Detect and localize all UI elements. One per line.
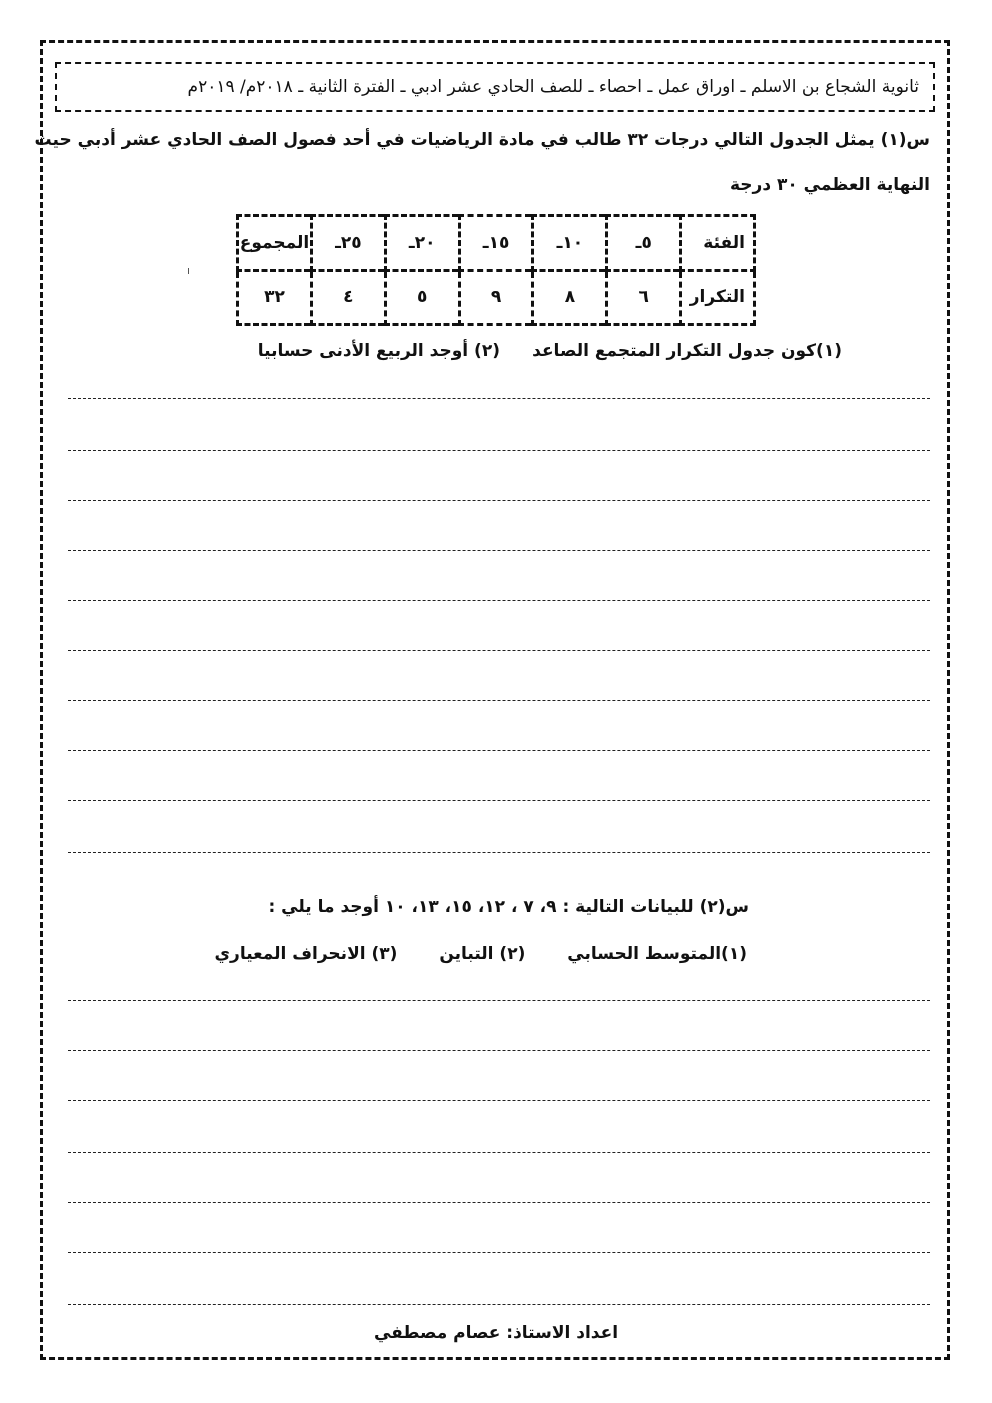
- answer-line: [68, 398, 930, 399]
- answer-line: [68, 1000, 930, 1001]
- question1-text-line1: س(١) يمثل الجدول التالي درجات ٣٢ طالب في مادة الرياضيات في أحد فصول الصف الحادي عشر أدبي حيث: [34, 130, 930, 150]
- table-cell: ٥: [385, 270, 459, 325]
- answer-line: [68, 1252, 930, 1253]
- table-row-frequency: [238, 270, 755, 325]
- table-cell: ٨: [533, 270, 607, 325]
- question1-text-line2: النهاية العظمي ٣٠ درجة: [729, 175, 930, 195]
- question2-title: س(٢) للبيانات التالية : ٩، ٧ ، ١٢، ١٥، ١٣، ١٠ أوجد ما يلي :: [268, 897, 749, 917]
- answer-line: [68, 1050, 930, 1051]
- header-title: ثانوية الشجاع بن الاسلم ـ اوراق عمل ـ احصاء ـ للصف الحادي عشر ادبي ـ الفترة الثانية ـ ٢٠١٨م/ ٢٠١٩م: [187, 77, 919, 97]
- answer-line: [68, 1202, 930, 1203]
- answer-line: [68, 800, 930, 801]
- footer-author: اعداد الاستاذ: عصام مصطفي: [373, 1323, 619, 1343]
- question1-task2: (٢) أوجد الربيع الأدنى حسابيا: [257, 341, 500, 361]
- table-cell: المجموع: [238, 216, 312, 271]
- answer-line: [68, 550, 930, 551]
- table-cell: ٢٥ـ: [311, 216, 385, 271]
- frequency-table: [236, 214, 756, 326]
- question2-item: (٣) الانحراف المعياري: [214, 944, 398, 964]
- answer-line: [68, 750, 930, 751]
- table-cell: ٢٠ـ: [385, 216, 459, 271]
- table-cell: ١٠ـ: [533, 216, 607, 271]
- answer-line: [68, 600, 930, 601]
- question2-items: [214, 944, 747, 964]
- table-row-classes: [238, 216, 755, 271]
- answer-line: [68, 500, 930, 501]
- answer-line: [68, 450, 930, 451]
- header-box: [55, 62, 935, 112]
- stray-mark: [188, 268, 189, 274]
- answer-line: [68, 700, 930, 701]
- table-cell: ١٥ـ: [459, 216, 533, 271]
- table-cell: ٩: [459, 270, 533, 325]
- answer-line: [68, 1100, 930, 1101]
- table-cell: التكرار: [681, 270, 755, 325]
- answer-line: [68, 1152, 930, 1153]
- answer-line: [68, 1304, 930, 1305]
- question1-task1: (١)كون جدول التكرار المتجمع الصاعد: [532, 341, 842, 361]
- table-cell: ٣٢: [238, 270, 312, 325]
- table-cell: ٤: [311, 270, 385, 325]
- table-cell: الفئة: [681, 216, 755, 271]
- question2-item: (٢) التباين: [439, 944, 526, 964]
- table-cell: ٥ـ: [607, 216, 681, 271]
- table-cell: ٦: [607, 270, 681, 325]
- answer-line: [68, 650, 930, 651]
- answer-line: [68, 852, 930, 853]
- question2-item: (١)المتوسط الحسابي: [567, 944, 747, 964]
